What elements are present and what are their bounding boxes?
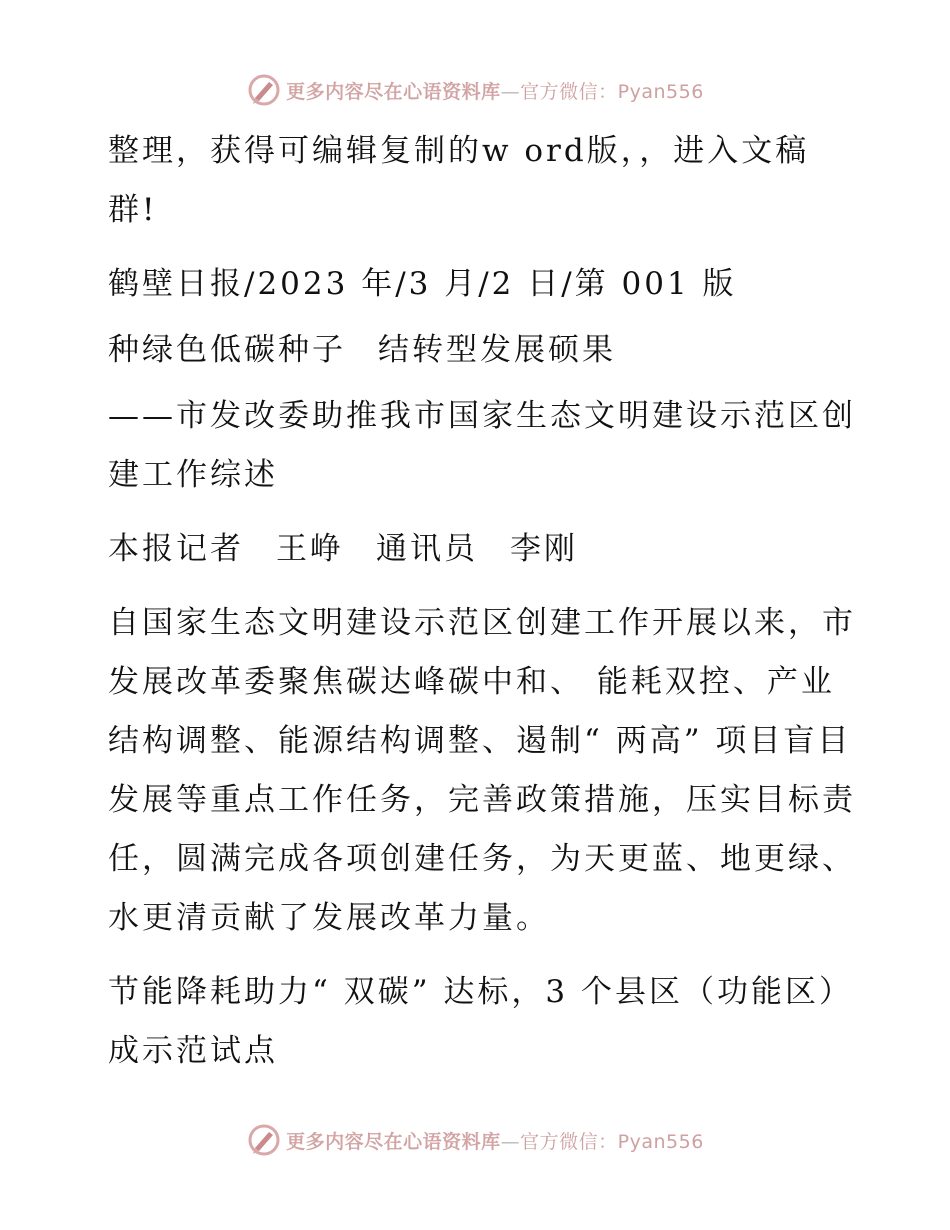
byline-correspondent: 李刚 (510, 531, 578, 567)
watermark-text (286, 1127, 704, 1154)
watermark-label: 更多内容尽在心语资料库 (286, 1130, 501, 1153)
article-subtitle: ——市发改委助推我市国家生态文明建设示范区创建工作综述 (108, 398, 856, 493)
byline (98, 520, 858, 579)
section-heading: 节能降耗助力“ 双碳” 达标，3 个县区（功能区）成示范试点 (108, 974, 853, 1069)
article-title-part2: 结转型发展硕果 (378, 332, 616, 368)
watermark-contact: 官方微信：Pyan556 (520, 1130, 704, 1153)
article-title (98, 321, 858, 380)
pen-circle-logo-icon (246, 1123, 282, 1157)
watermark-separator: — (500, 80, 521, 103)
source-line: 鹤壁日报/2023 年/3 月/2 日/第 001 版 (108, 266, 737, 302)
byline-correspondent-label: 通讯员 (376, 531, 478, 567)
byline-label: 本报记者 (108, 531, 244, 567)
watermark-footer (0, 1120, 950, 1160)
byline-reporter: 王峥 (276, 531, 344, 567)
watermark-separator: — (500, 1130, 521, 1153)
watermark-label: 更多内容尽在心语资料库 (286, 80, 501, 103)
watermark-contact: 官方微信：Pyan556 (520, 80, 704, 103)
body-paragraph: 自国家生态文明建设示范区创建工作开展以来，市发展改革委聚焦碳达峰碳中和、 能耗双控、产业结构调整、能源结构调整、遏制“ 两高” 项目盲目发展等重点工作任务，完善政策措施，压实目标责任，圆满完成各项创建任务，为天更蓝、地更绿、水更清贡献了发展改革力量。 (108, 605, 856, 936)
watermark-text (286, 77, 704, 104)
article-title-part1: 种绿色低碳种子 (108, 332, 346, 368)
watermark-header (0, 70, 950, 110)
pen-circle-logo-icon (246, 73, 282, 107)
document-body (98, 122, 858, 1096)
intro-paragraph: 整理，获得可编辑复制的w ord版，，进入文稿群! (108, 133, 810, 228)
